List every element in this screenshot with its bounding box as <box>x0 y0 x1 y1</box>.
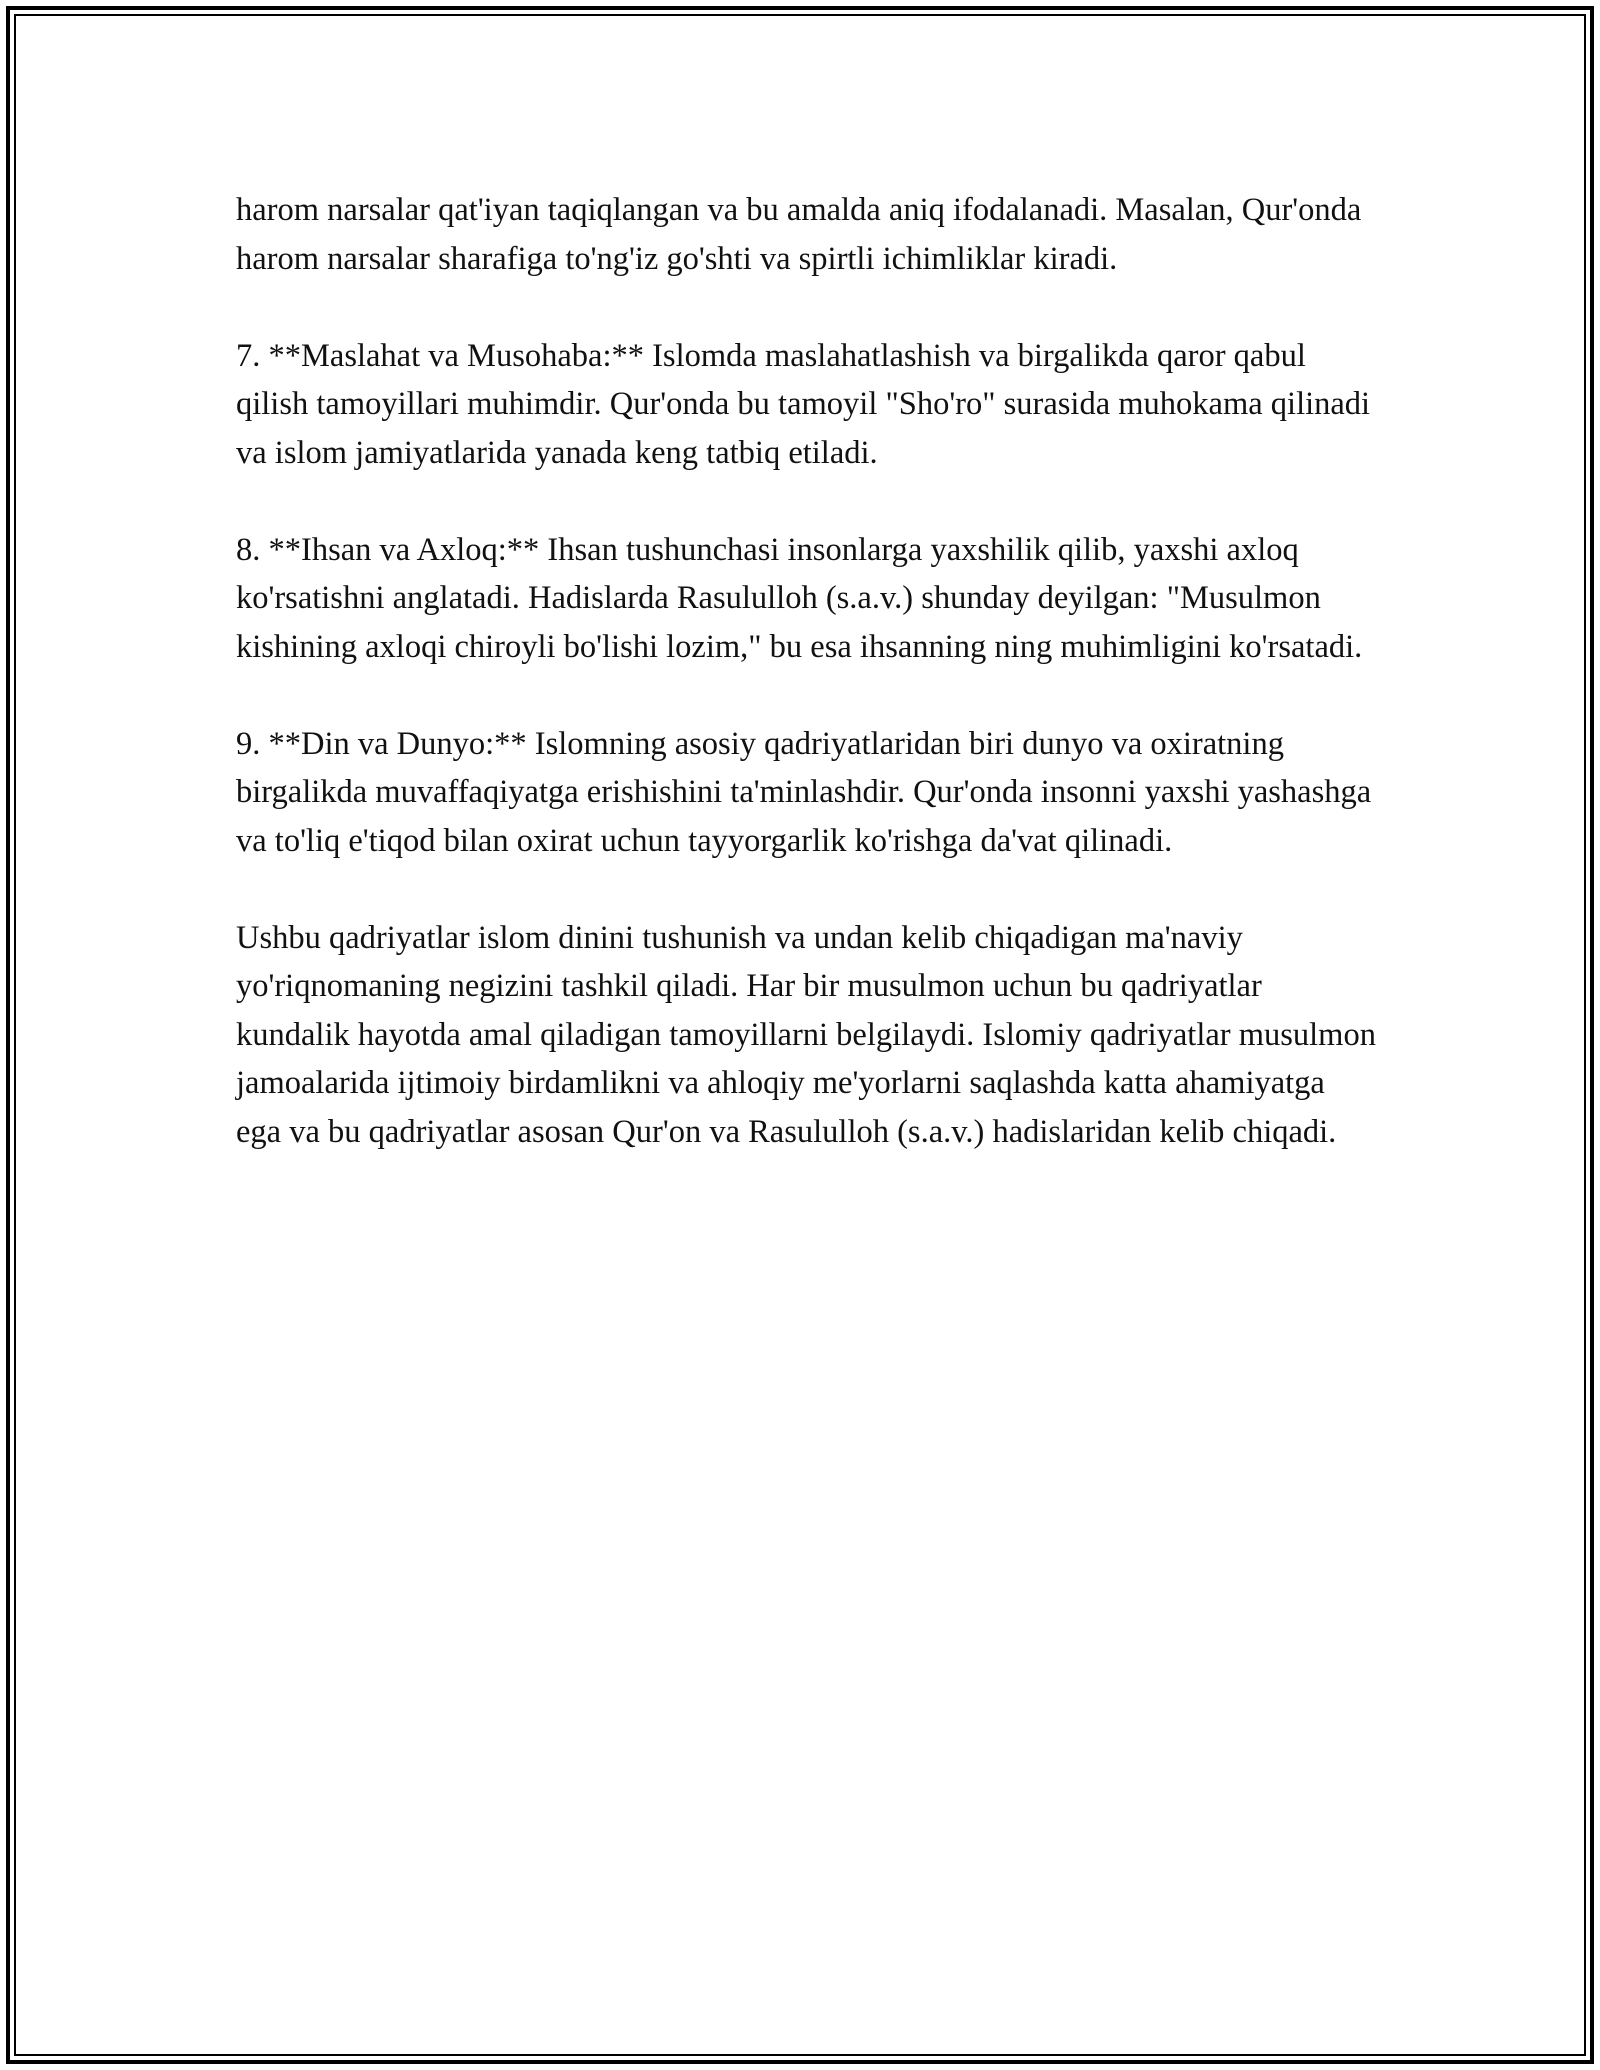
paragraph-item-9: 9. **Din va Dunyo:** Islomning asosiy qadriyatlaridan biri dunyo va oxiratning birgalikda muvaffaqiyatga erishishini ta'minlashdir. Qur'onda insonni yaxshi yashashga va to'liq e'tiqod bilan oxirat uchun tayyorgarlik ko'rishga da'vat qilinadi. <box>236 725 1372 859</box>
paragraph-item-8: 8. **Ihsan va Axloq:** Ihsan tushunchasi insonlarga yaxshilik qilib, yaxshi axloq ko'rsatishni anglatadi. Hadislarda Rasululloh (s.a.v.) shunday deyilgan: "Musulmon kishining axloqi chiroyli bo'lishi lozim," bu esa ihsanning ning muhimligini ko'rsatadi. <box>236 531 1363 665</box>
paragraph-continuation: harom narsalar qat'iyan taqiqlangan va bu amalda aniq ifodalanadi. Masalan, Qur'onda harom narsalar sharafiga to'ng'iz go'shti va spirtli ichimliklar kiradi. <box>236 192 1362 277</box>
document-body <box>236 186 1376 1156</box>
paragraph-item-7: 7. **Maslahat va Musohaba:** Islomda maslahatlashish va birgalikda qaror qabul qilish tamoyillari muhimdir. Qur'onda bu tamoyil "Sho'ro" surasida muhokama qilinadi va islom jamiyatlarida yanada keng tatbiq etiladi. <box>236 337 1371 471</box>
paragraph-conclusion: Ushbu qadriyatlar islom dinini tushunish va undan kelib chiqadigan ma'naviy yo'riqnomaning negizini tashkil qiladi. Har bir musulmon uchun bu qadriyatlar kundalik hayotda amal qiladigan tamoyillarni belgilaydi. Islomiy qadriyatlar musulmon jamoalarida ijtimoiy birdamlikni va ahloqiy me'yorlarni saqlashda katta ahamiyatga ega va bu qadriyatlar asosan Qur'on va Rasululloh (s.a.v.) hadislaridan kelib chiqadi. <box>236 919 1376 1150</box>
